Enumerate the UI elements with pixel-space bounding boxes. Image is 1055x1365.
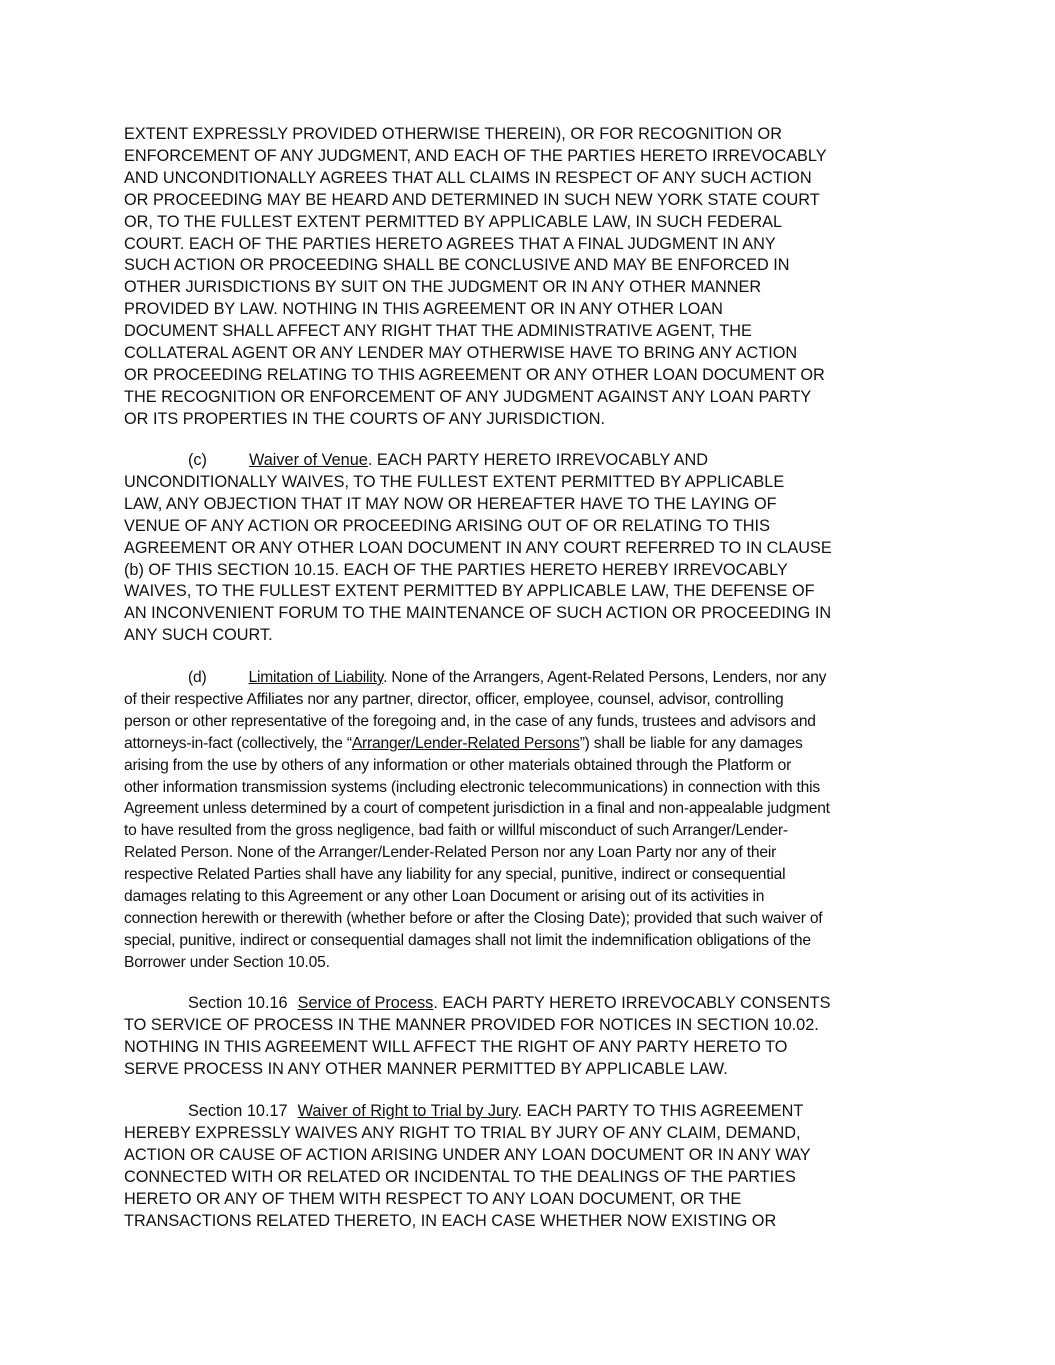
clause-label: (d) xyxy=(188,669,207,686)
paragraph-line: damages relating to this Agreement or any other Loan Document or arising out of its activities in xyxy=(124,888,765,906)
paragraph-line: WAIVES, TO THE FULLEST EXTENT PERMITTED BY APPLICABLE LAW, THE DEFENSE OF xyxy=(124,582,815,601)
paragraph-line: SERVE PROCESS IN ANY OTHER MANNER PERMITTED BY APPLICABLE LAW. xyxy=(124,1059,728,1078)
clause-heading: Waiver of Venue xyxy=(248,451,368,469)
paragraph-text: . None of the Arrangers, Agent-Related Persons, Lenders, nor any xyxy=(383,669,827,686)
clause-label: (c) xyxy=(188,451,207,469)
paragraph-line: OTHER JURISDICTIONS BY SUIT ON THE JUDGMENT OR IN ANY OTHER MANNER xyxy=(124,278,762,297)
paragraph-line: HERETO OR ANY OF THEM WITH RESPECT TO ANY LOAN DOCUMENT, OR THE xyxy=(124,1189,742,1208)
paragraph-line: of their respective Affiliates nor any partner, director, officer, employee, counsel, advisor, controlling xyxy=(124,690,784,708)
paragraph-text: . EACH PARTY TO THIS AGREEMENT xyxy=(517,1102,804,1120)
paragraph-text: . EACH PARTY HERETO IRREVOCABLY AND xyxy=(367,451,709,469)
paragraph-line: other information transmission systems (including electronic telecommunications) in connection with this xyxy=(124,778,820,796)
paragraph-line: connection herewith or therewith (whether before or after the Closing Date); provided that such waiver of xyxy=(124,909,823,927)
section-10-17-waiver-of-jury-trial xyxy=(124,1101,932,1232)
paragraph-first-line xyxy=(124,667,932,689)
paragraph-line: TO SERVICE OF PROCESS IN THE MANNER PROVIDED FOR NOTICES IN SECTION 10.02. xyxy=(124,1015,819,1034)
paragraph-line: COLLATERAL AGENT OR ANY LENDER MAY OTHERWISE HAVE TO BRING ANY ACTION xyxy=(124,344,798,363)
paragraph-line: OR PROCEEDING RELATING TO THIS AGREEMENT OR ANY OTHER LOAN DOCUMENT OR xyxy=(124,365,825,384)
paragraph-line: Borrower under Section 10.05. xyxy=(124,953,330,971)
continuation-paragraph xyxy=(124,124,932,431)
paragraph-line: UNCONDITIONALLY WAIVES, TO THE FULLEST EXTENT PERMITTED BY APPLICABLE xyxy=(124,472,785,491)
paragraph-text: attorneys-in-fact (collectively, the “ xyxy=(124,734,352,752)
paragraph-line: Agreement unless determined by a court of competent jurisdiction in a final and non-appealable judgment xyxy=(124,800,830,818)
paragraph-line: VENUE OF ANY ACTION OR PROCEEDING ARISING OUT OF OR RELATING TO THIS xyxy=(124,516,770,535)
paragraph-line: PROVIDED BY LAW. NOTHING IN THIS AGREEMENT OR IN ANY OTHER LOAN xyxy=(124,300,723,319)
paragraph-line: respective Related Parties shall have any liability for any special, punitive, indirect or consequential xyxy=(124,866,786,884)
clause-heading: Limitation of Liability xyxy=(248,669,384,686)
paragraph-line-defined-term xyxy=(124,733,932,755)
paragraph-line: special, punitive, indirect or consequential damages shall not limit the indemnification obligations of the xyxy=(124,931,811,949)
clause-c-waiver-of-venue xyxy=(124,450,932,647)
paragraph-line: AGREEMENT OR ANY OTHER LOAN DOCUMENT IN ANY COURT REFERRED TO IN CLAUSE xyxy=(124,538,832,557)
paragraph-line: CONNECTED WITH OR RELATED OR INCIDENTAL TO THE DEALINGS OF THE PARTIES xyxy=(124,1167,796,1186)
paragraph-line: THE RECOGNITION OR ENFORCEMENT OF ANY JUDGMENT AGAINST ANY LOAN PARTY xyxy=(124,387,812,406)
paragraph-line: COURT. EACH OF THE PARTIES HERETO AGREES THAT A FINAL JUDGMENT IN ANY xyxy=(124,234,776,253)
paragraph-line: OR, TO THE FULLEST EXTENT PERMITTED BY APPLICABLE LAW, IN SUCH FEDERAL xyxy=(124,212,783,231)
paragraph-line: DOCUMENT SHALL AFFECT ANY RIGHT THAT THE ADMINISTRATIVE AGENT, THE xyxy=(124,322,752,341)
section-number: Section 10.16 xyxy=(188,994,288,1012)
paragraph-line: AN INCONVENIENT FORUM TO THE MAINTENANCE OF SUCH ACTION OR PROCEEDING IN xyxy=(124,604,832,623)
paragraph-line: ANY SUCH COURT. xyxy=(124,626,273,645)
paragraph-first-line xyxy=(124,450,932,472)
defined-term: Arranger/Lender-Related Persons xyxy=(351,734,580,752)
paragraph-line: OR ITS PROPERTIES IN THE COURTS OF ANY JURISDICTION. xyxy=(124,409,605,428)
paragraph-line: OR PROCEEDING MAY BE HEARD AND DETERMINED IN SUCH NEW YORK STATE COURT xyxy=(124,190,820,209)
paragraph-first-line xyxy=(124,1101,932,1123)
paragraph-text: ”) shall be liable for any damages xyxy=(579,734,803,752)
paragraph-line: ACTION OR CAUSE OF ACTION ARISING UNDER ANY LOAN DOCUMENT OR IN ANY WAY xyxy=(124,1145,811,1164)
section-heading: Service of Process xyxy=(297,994,434,1012)
paragraph-line: arising from the use by others of any information or other materials obtained through the Platform or xyxy=(124,756,792,774)
section-10-16-service-of-process xyxy=(124,993,932,1081)
paragraph-line: (b) OF THIS SECTION 10.15. EACH OF THE PARTIES HERETO HEREBY IRREVOCABLY xyxy=(124,560,788,579)
paragraph-line: SUCH ACTION OR PROCEEDING SHALL BE CONCLUSIVE AND MAY BE ENFORCED IN xyxy=(124,256,790,275)
paragraph-line: HEREBY EXPRESSLY WAIVES ANY RIGHT TO TRIAL BY JURY OF ANY CLAIM, DEMAND, xyxy=(124,1123,801,1142)
paragraph-line: NOTHING IN THIS AGREEMENT WILL AFFECT THE RIGHT OF ANY PARTY HERETO TO xyxy=(124,1037,788,1056)
paragraph-line: AND UNCONDITIONALLY AGREES THAT ALL CLAIMS IN RESPECT OF ANY SUCH ACTION xyxy=(124,168,812,187)
paragraph-line: TRANSACTIONS RELATED THERETO, IN EACH CASE WHETHER NOW EXISTING OR xyxy=(124,1211,777,1230)
paragraph-line: Related Person. None of the Arranger/Lender-Related Person nor any Loan Party nor any of their xyxy=(124,844,777,862)
section-heading: Waiver of Right to Trial by Jury xyxy=(297,1102,518,1120)
paragraph-line: person or other representative of the foregoing and, in the case of any funds, trustees and advisors and xyxy=(124,712,816,730)
paragraph-text: . EACH PARTY HERETO IRREVOCABLY CONSENTS xyxy=(433,994,831,1012)
paragraph-line: to have resulted from the gross negligence, bad faith or willful misconduct of such Arranger/Lender- xyxy=(124,822,788,840)
paragraph-line: EXTENT EXPRESSLY PROVIDED OTHERWISE THEREIN), OR FOR RECOGNITION OR xyxy=(124,125,782,143)
clause-d-limitation-of-liability xyxy=(124,667,932,974)
paragraph-line: LAW, ANY OBJECTION THAT IT MAY NOW OR HEREAFTER HAVE TO THE LAYING OF xyxy=(124,494,777,513)
section-number: Section 10.17 xyxy=(188,1102,288,1120)
paragraph-line: ENFORCEMENT OF ANY JUDGMENT, AND EACH OF THE PARTIES HERETO IRREVOCABLY xyxy=(124,146,827,165)
paragraph-first-line xyxy=(124,993,932,1015)
